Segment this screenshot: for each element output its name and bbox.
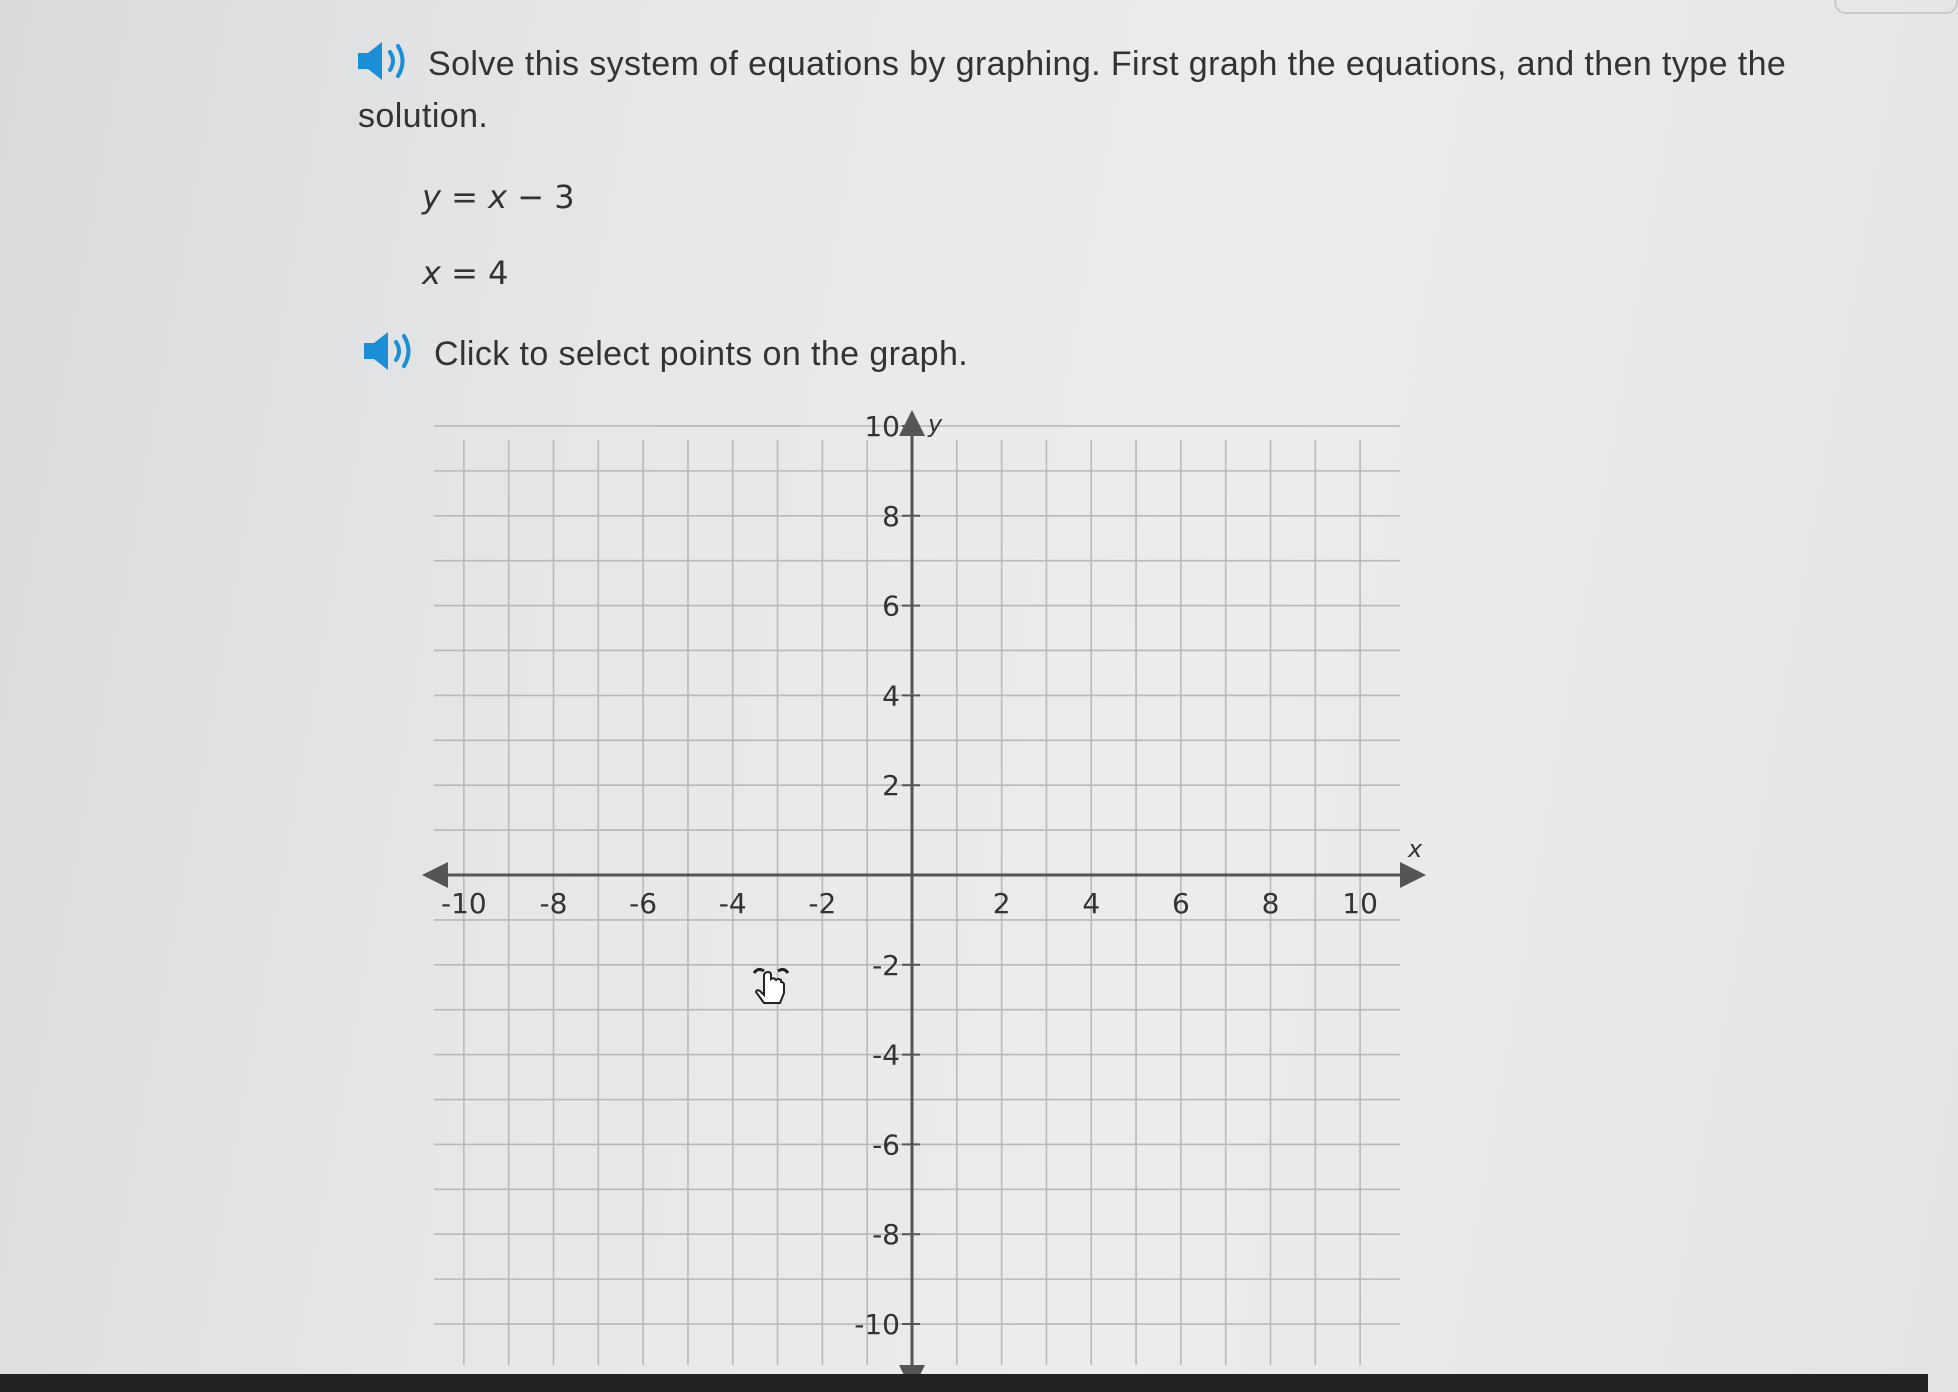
x-axis-label: x <box>1408 835 1423 863</box>
y-tick-label: -8 <box>872 1218 900 1252</box>
tab-edge <box>1834 0 1958 14</box>
instruction-line-2: solution. <box>358 97 489 135</box>
x-axis-arrow-left <box>422 862 448 888</box>
bottom-bar <box>0 1374 1928 1392</box>
equation-1 <box>422 178 575 216</box>
y-tick-label: -2 <box>872 948 900 982</box>
x-tick-label: 6 <box>1171 887 1190 920</box>
eq2-equals: = <box>440 254 489 292</box>
x-tick-label: -4 <box>718 887 747 920</box>
eq2-lhs: x <box>422 254 441 292</box>
eq2-rest: 4 <box>488 254 509 292</box>
graph-canvas[interactable] <box>420 400 1423 1380</box>
equation-2 <box>422 254 508 292</box>
x-axis-arrow-right <box>1400 862 1426 888</box>
eq1-equals: = <box>440 178 489 216</box>
y-tick-label: -6 <box>872 1128 900 1162</box>
eq1-lhs: y <box>422 178 441 216</box>
y-tick-label: 4 <box>882 679 900 713</box>
speaker-icon[interactable] <box>360 328 418 374</box>
coordinate-graph[interactable] <box>420 400 1423 1380</box>
x-tick-label: 4 <box>1082 887 1101 920</box>
y-axis-label: y <box>928 410 943 438</box>
y-tick-label: 6 <box>882 589 900 623</box>
y-tick-label: 8 <box>882 499 900 533</box>
x-tick-label: -6 <box>629 887 658 920</box>
x-tick-label: -2 <box>808 887 837 920</box>
graph-prompt: Click to select points on the graph. <box>434 335 969 373</box>
speaker-icon[interactable] <box>354 38 412 84</box>
x-tick-label: 10 <box>1342 887 1378 920</box>
y-tick-label: -10 <box>854 1308 900 1342</box>
hand-cursor-icon <box>748 965 794 1011</box>
x-tick-label: -8 <box>539 887 568 920</box>
y-axis-arrow-up <box>899 410 925 436</box>
x-tick-label: 2 <box>992 887 1011 920</box>
y-tick-label: 2 <box>882 769 900 803</box>
x-tick-label: -10 <box>441 887 487 920</box>
eq1-var: x <box>488 178 508 216</box>
eq1-rest: − 3 <box>507 178 575 216</box>
y-tick-label: -4 <box>872 1038 900 1072</box>
y-tick-label: 10 <box>864 409 900 443</box>
x-tick-label: 8 <box>1261 887 1280 920</box>
instruction-line-1: Solve this system of equations by graphing. First graph the equations, and then type the <box>428 45 1787 83</box>
